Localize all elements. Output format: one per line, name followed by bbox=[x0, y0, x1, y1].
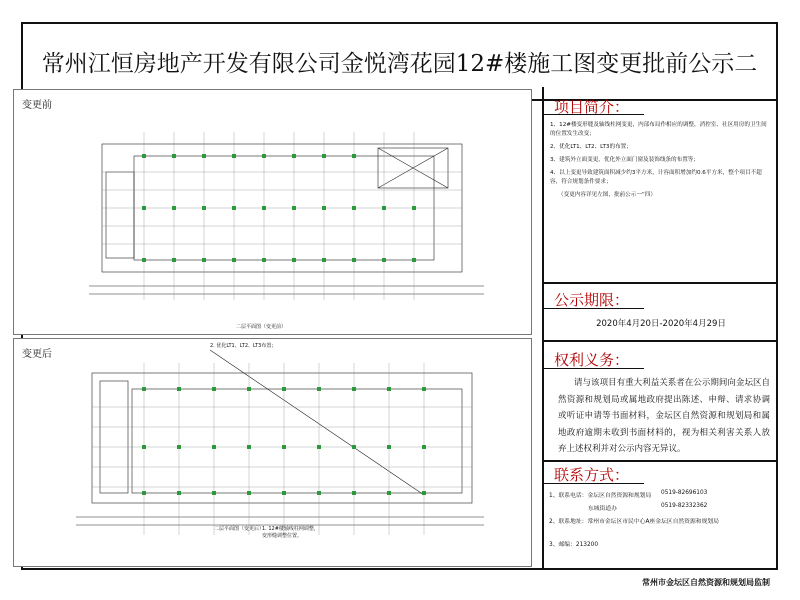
contact-underline bbox=[544, 483, 644, 484]
contact-phone-2-label: 东城街道办 bbox=[588, 506, 617, 512]
period-heading: 公示期限： bbox=[554, 291, 630, 309]
intro-item-4: 4、以上变更导致建筑面积减少约3平方米，计容面积增加约0.6平方米，整个项目不超容，符合规划条件要求； bbox=[550, 170, 762, 185]
contact-phone-1-label: 1、联系电话：金坛区自然资源和规划局 bbox=[549, 493, 652, 499]
contact-address: 2、联系地址：常州市金坛区市民中心A座金坛区自然资源和规划局 bbox=[549, 519, 719, 525]
rights-underline bbox=[544, 368, 644, 369]
intro-body bbox=[550, 121, 772, 204]
intro-heading: 项目简介： bbox=[554, 98, 630, 116]
intro-item-1: 1、12#楼变形缝及轴线柱网变更，内部布局作相应的调整，消控室、社区用房的卫生间的位置发生改变； bbox=[550, 122, 767, 137]
footer bbox=[0, 568, 800, 600]
divider-1 bbox=[544, 282, 778, 284]
period-dates: 2020年4月20日-2020年4月29日 bbox=[596, 319, 726, 329]
plan-after bbox=[13, 338, 532, 567]
plan-before bbox=[13, 89, 532, 335]
plan-after-leader-note: 2. 优化LT1、LT2、LT3布置； bbox=[210, 343, 277, 349]
period-underline bbox=[544, 308, 644, 309]
plan-before-drawing bbox=[14, 90, 533, 336]
notice-title: 常州江恒房地产开发有限公司金悦湾花园12#楼施工图变更批前公示二 bbox=[41, 51, 758, 77]
info-panel bbox=[542, 87, 778, 570]
contact-heading: 联系方式： bbox=[554, 466, 630, 484]
rights-body: 请与该项目有重大利益关系者在公示期间向金坛区自然资源和规划局或属地政府提出陈述、申辩、请求协调或听证申请等书面材料，金坛区自然资源和规划局和属地政府逾期未收到书面材料的，视为相关利害关系人放弃上述权利并对公示内容无异议。 bbox=[558, 378, 770, 455]
intro-section bbox=[544, 87, 778, 282]
intro-item-2: 2、优化LT1、LT2、LT3的布置； bbox=[550, 144, 632, 150]
plan-after-note-1: 1. 12#楼轴线柱网调整， bbox=[262, 526, 319, 532]
plan-after-note-2: 变形缝调整位置。 bbox=[262, 533, 303, 539]
rights-heading: 权利义务： bbox=[554, 351, 630, 369]
plan-before-grid bbox=[102, 132, 462, 300]
intro-underline bbox=[544, 114, 644, 115]
plan-before-caption: 二层平面图（变更前） bbox=[236, 324, 287, 330]
contact-phone-1: 0519-82696103 bbox=[661, 490, 708, 496]
contact-postcode: 3、邮编：213200 bbox=[549, 542, 599, 548]
divider-3 bbox=[544, 460, 778, 462]
plan-before-label: 变更前 bbox=[22, 100, 52, 111]
divider-2 bbox=[544, 340, 778, 342]
intro-item-3: 3、建筑外立面变更，优化外立面门窗及装饰线条的布置等； bbox=[550, 157, 699, 163]
footer-issuer: 常州市金坛区自然资源和规划局监制 bbox=[642, 578, 770, 587]
contact-phone-2: 0519-82332362 bbox=[661, 503, 708, 509]
plan-after-label: 变更后 bbox=[22, 349, 52, 360]
plan-after-caption: 二层平面图（变更后） bbox=[214, 526, 265, 532]
intro-item-5: （变更内容详见左图，批前公示一“四） bbox=[558, 192, 656, 198]
drawing-area bbox=[13, 89, 532, 567]
